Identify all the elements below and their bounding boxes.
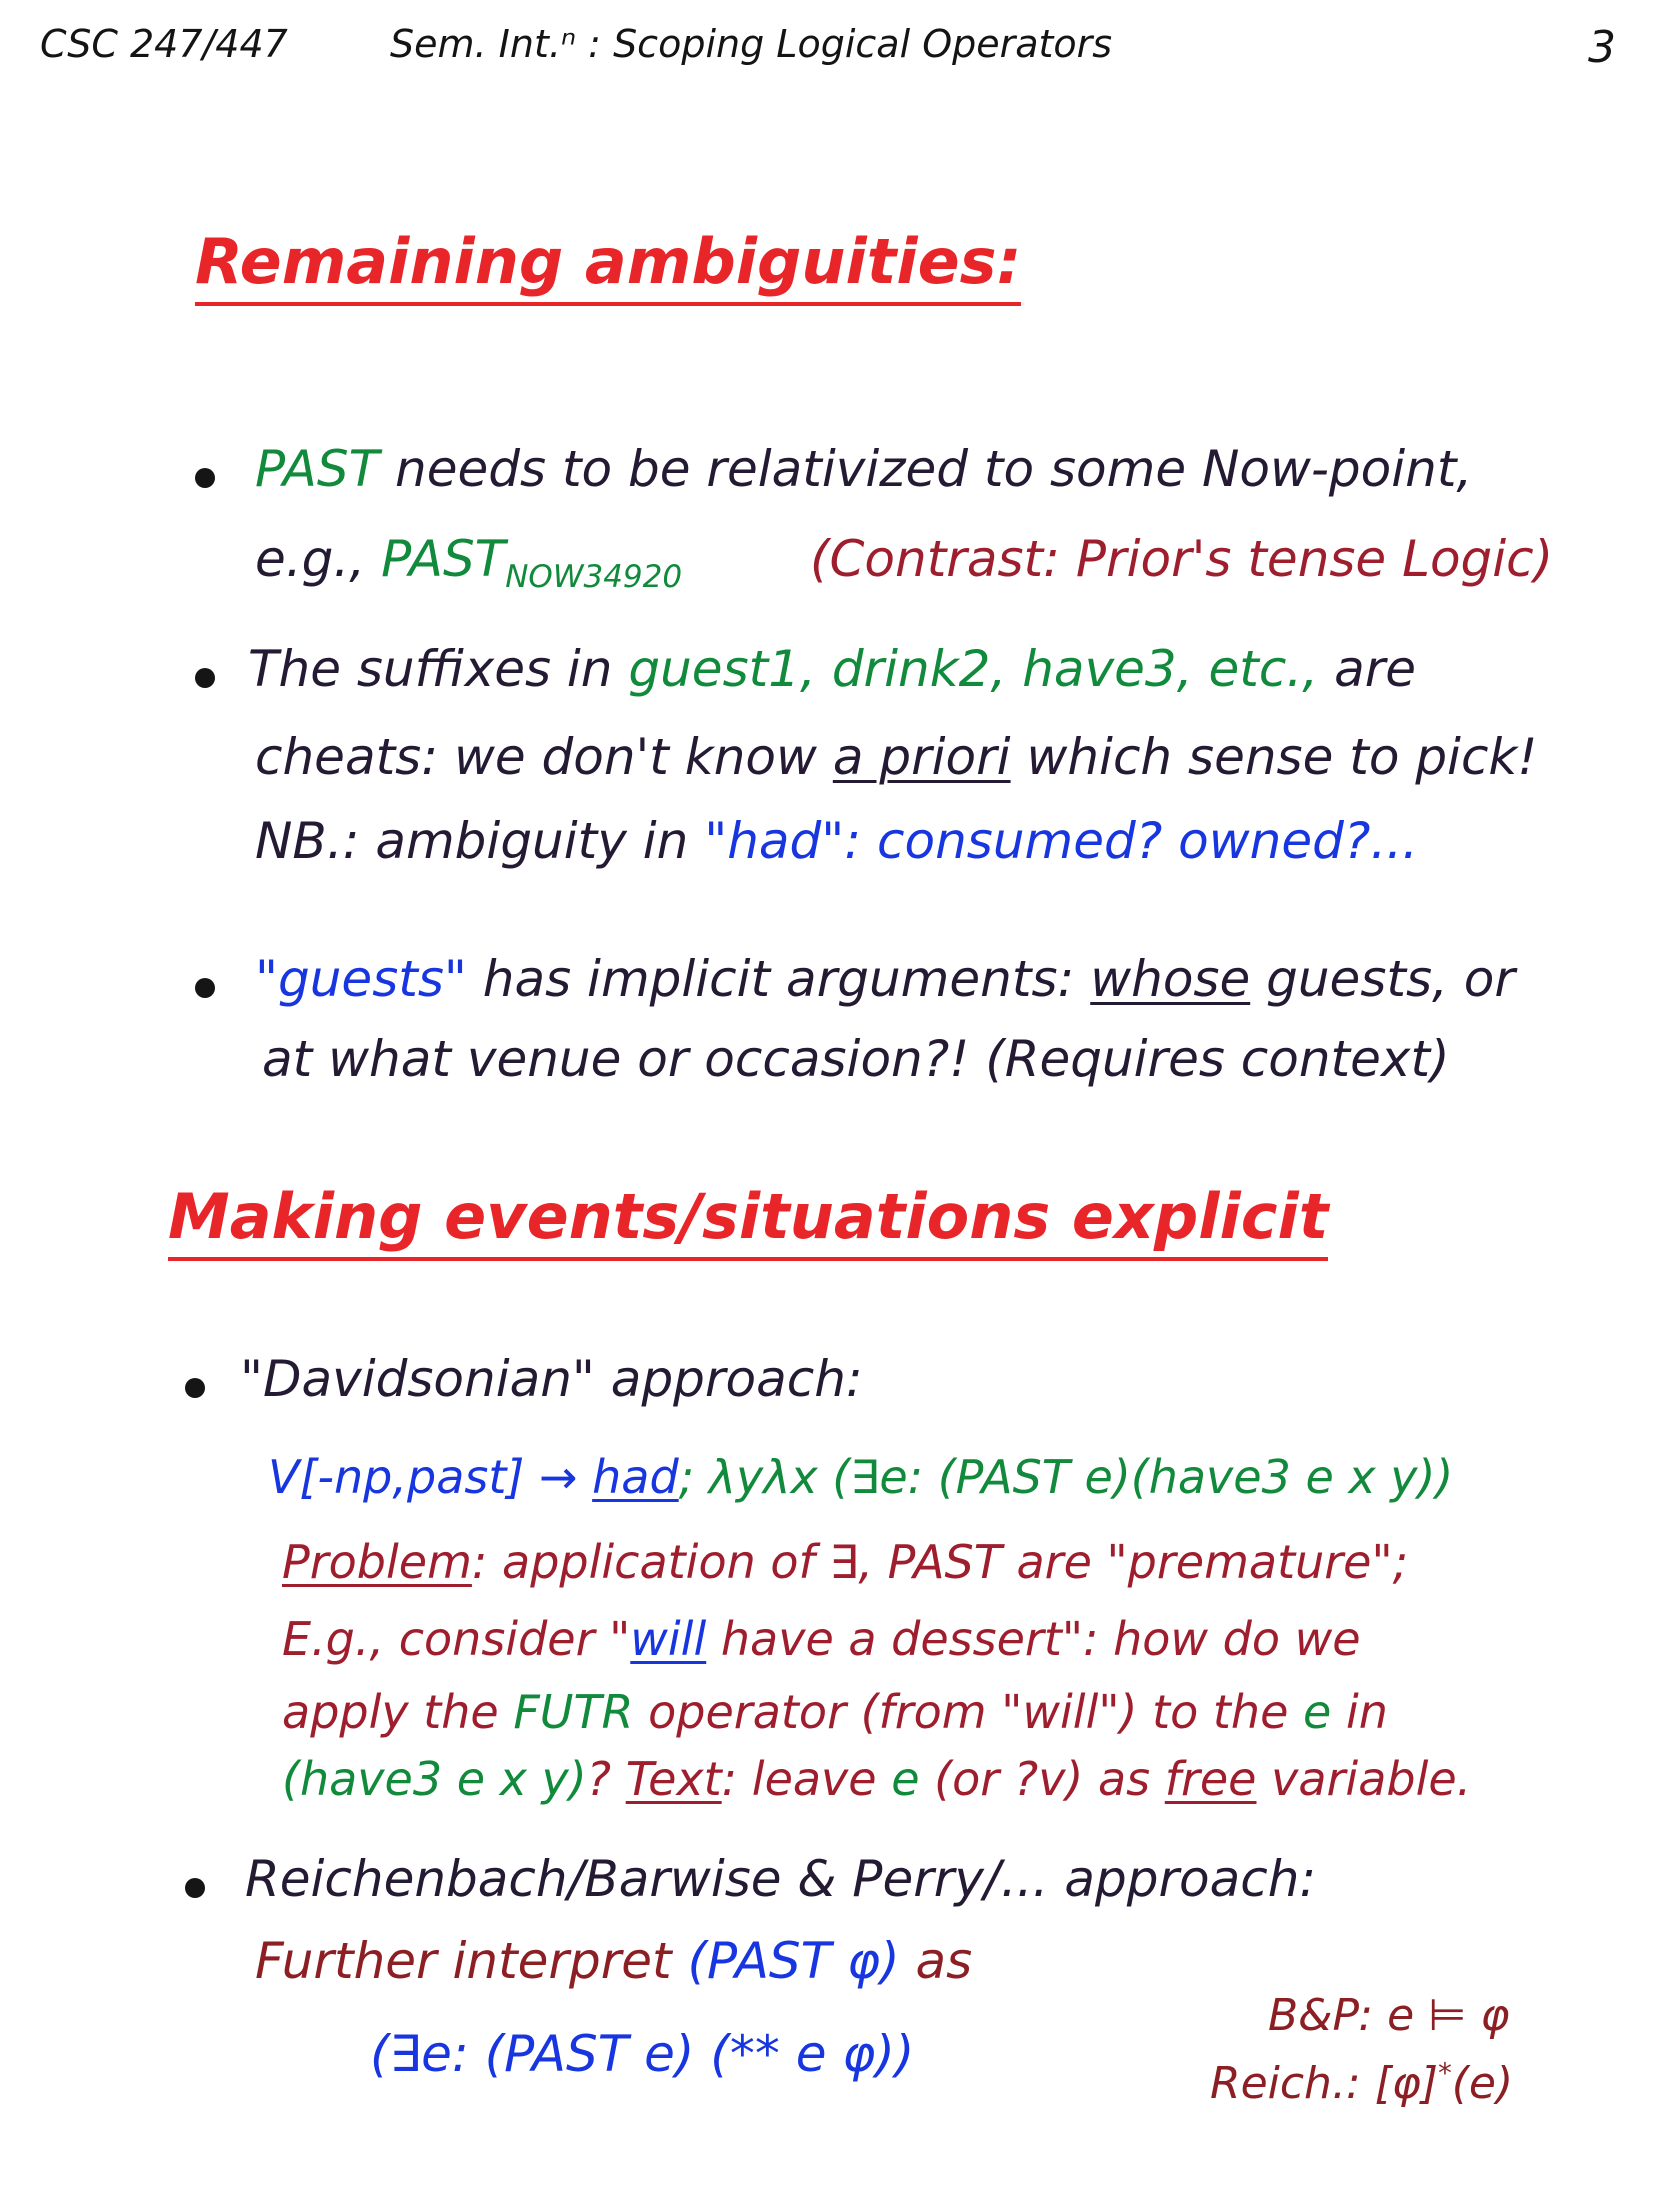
bullet-suffixes-line2 bbox=[255, 728, 1537, 786]
text-run: have a dessert": how do we bbox=[706, 1612, 1361, 1666]
bullet-past-line2 bbox=[255, 530, 682, 595]
had-ambiguity: "had": consumed? owned?... bbox=[704, 812, 1419, 870]
davidsonian-rule bbox=[268, 1450, 1453, 1504]
text-run: cheats: we don't know bbox=[255, 728, 833, 786]
text-run: : leave bbox=[721, 1752, 892, 1806]
text-run: approach: bbox=[1048, 1850, 1317, 1908]
davidsonian-heading: "Davidsonian" approach: bbox=[240, 1350, 863, 1408]
course-code: CSC 247/447 bbox=[40, 22, 288, 66]
lambda-formula: ; λyλx (∃e: (PAST e)(have3 e x y)) bbox=[678, 1450, 1454, 1504]
will-word: will bbox=[630, 1612, 707, 1666]
text-run: ? bbox=[586, 1752, 626, 1806]
text-run: : application of ∃, PAST are "premature"; bbox=[471, 1535, 1409, 1589]
guests-term: "guests" bbox=[255, 950, 467, 1008]
reich-note bbox=[1210, 2058, 1513, 2109]
bp-note: B&P: e ⊨ φ bbox=[1268, 1990, 1510, 2041]
bullet-dot bbox=[195, 978, 215, 998]
text-run: operator (from "will") to the bbox=[633, 1685, 1304, 1739]
whose-underlined: whose bbox=[1090, 950, 1251, 1008]
text-run: (e) bbox=[1451, 2058, 1514, 2109]
star-superscript: * bbox=[1438, 2058, 1452, 2090]
rule-lhs: V[-np,past] → bbox=[268, 1450, 593, 1504]
text-run: needs to be relativized to some Now-point, bbox=[379, 440, 1473, 498]
reichenbach-heading bbox=[245, 1850, 1316, 1908]
bullet-suffixes-line1 bbox=[248, 640, 1416, 698]
text-run: which sense to pick! bbox=[1010, 728, 1538, 786]
text-run: NB.: ambiguity in bbox=[255, 812, 705, 870]
section-heading-making-events-explicit bbox=[168, 1180, 1328, 1253]
bullet-suffixes-line3 bbox=[255, 812, 1418, 870]
e-variable: e bbox=[891, 1752, 920, 1806]
had-word: had bbox=[592, 1450, 679, 1504]
section-heading-text: Making events/situations explicit bbox=[168, 1180, 1328, 1261]
bullet-dot bbox=[195, 668, 215, 688]
problem-line3 bbox=[282, 1685, 1388, 1739]
past-operator: PAST bbox=[255, 440, 380, 498]
bullet-dot bbox=[185, 1378, 205, 1398]
past-phi: (PAST φ) bbox=[687, 1932, 900, 1990]
text-run: Further interpret bbox=[255, 1932, 688, 1990]
text-run: are bbox=[1318, 640, 1417, 698]
free-underlined: free bbox=[1164, 1752, 1257, 1806]
have3-formula: (have3 e x y) bbox=[282, 1752, 587, 1806]
text-run: Reichenbach/Barwise & Perry/... bbox=[245, 1850, 1049, 1908]
past-now-operator bbox=[381, 530, 683, 595]
text-label: Text bbox=[625, 1752, 722, 1806]
page-topic: Sem. Int.ⁿ : Scoping Logical Operators bbox=[390, 22, 1113, 66]
problem-line4 bbox=[282, 1752, 1471, 1806]
problem-label: Problem bbox=[282, 1535, 472, 1589]
text-run: (or ?v) as bbox=[919, 1752, 1165, 1806]
a-priori-underlined: a priori bbox=[832, 728, 1011, 786]
text-run: as bbox=[899, 1932, 973, 1990]
text-run: Reich.: [φ] bbox=[1210, 2058, 1439, 2109]
text-run: in bbox=[1331, 1685, 1388, 1739]
section-heading-text: Remaining ambiguities: bbox=[195, 225, 1021, 306]
futr-operator: FUTR bbox=[513, 1685, 634, 1739]
bullet-dot bbox=[195, 468, 215, 488]
further-interpret-line bbox=[255, 1932, 972, 1990]
past-label: PAST bbox=[381, 530, 506, 588]
text-run: has implicit arguments: bbox=[466, 950, 1091, 1008]
bullet-guests-line2: at what venue or occasion?! (Requires context) bbox=[262, 1030, 1450, 1088]
contrast-note: (Contrast: Prior's tense Logic) bbox=[810, 530, 1554, 588]
section-heading-remaining-ambiguities bbox=[195, 225, 1021, 298]
text-run: E.g., consider " bbox=[282, 1612, 631, 1666]
problem-line2 bbox=[282, 1612, 1361, 1666]
text-run: variable. bbox=[1256, 1752, 1472, 1806]
suffix-examples: guest1, drink2, have3, etc., bbox=[628, 640, 1319, 698]
text-run: e.g., bbox=[255, 530, 382, 588]
problem-line1 bbox=[282, 1535, 1408, 1589]
text-run: apply the bbox=[282, 1685, 514, 1739]
existential-formula: (∃e: (PAST e) (** e φ)) bbox=[370, 2025, 915, 2083]
page-number: 3 bbox=[1588, 22, 1616, 73]
text-run: guests, or bbox=[1250, 950, 1515, 1008]
bullet-dot bbox=[185, 1878, 205, 1898]
e-variable: e bbox=[1303, 1685, 1332, 1739]
now-subscript: NOW34920 bbox=[505, 559, 683, 595]
bullet-guests-line1 bbox=[255, 950, 1515, 1008]
bullet-past-line1 bbox=[255, 440, 1472, 498]
text-run: The suffixes in bbox=[248, 640, 629, 698]
